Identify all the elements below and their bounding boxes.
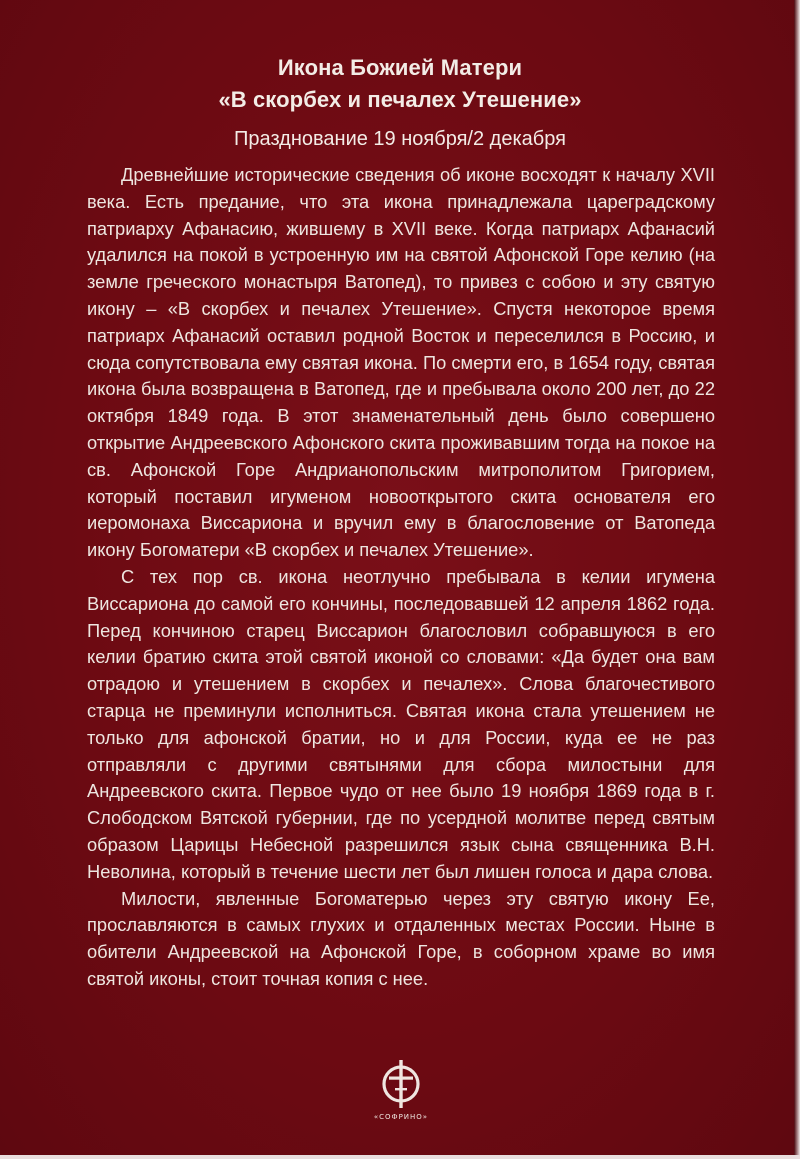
publisher-logo xyxy=(373,1058,429,1128)
paragraph-2: С тех пор св. икона неотлучно пребывала в келии игумена Виссариона до самой его кончины, последовавшей 12 апреля 1862 года. Перед кончиною старец Виссарион благословил собравшуюся в его келии братию скита этой святой иконой со словами: «Да будет она вам отрадою и утешением в скорбех и печалех». Слова благочестивого старца не преминули исполниться. Святая икона стала утешением не только для афонской братии, но и для России, куда ее не раз отправляли с другими святынями для сбора милостыни для Андреевского скита. Первое чудо от нее было 19 ноября 1869 года в г. Слободском Вятской губернии, где по усердной молитве перед святым образом Царицы Небесной разрешился язык сына священника В.Н. Неволина, который в течение шести лет был лишен голоса и дара слова. xyxy=(87,565,715,882)
paragraph-3: Милости, явленные Богоматерью через эту святую икону Ее, прославляются в самых глухих и отдаленных местах России. Ныне в обители Андреевской на Афонской Горе, в соборном храме во имя святой иконы, стоит точная копия с нее. xyxy=(87,887,715,989)
feast-date-subtitle: Празднование 19 ноября/2 декабря xyxy=(234,128,566,150)
cross-in-circle-logo-icon xyxy=(379,1058,423,1110)
title-line-2: «В скорбех и печалех Утешение» xyxy=(218,87,582,112)
page-edge-right xyxy=(794,0,800,1159)
header xyxy=(0,52,800,153)
publisher-name: «СОФРИНО» xyxy=(373,1113,429,1121)
page-edge-bottom xyxy=(0,1155,800,1159)
paragraph-1: Древнейшие исторические сведения об иконе восходят к началу XVII века. Есть предание, что эта икона принадлежала цареградскому патриарху Афанасию, жившему в XVII веке. Когда патриарх Афанасий удалился на покой в устроенную им на святой Афонской Горе келию (на земле греческого монастыря Ватопед), то привез с собою и эту святую икону – «В скорбех и печалех Утешение». Спустя некоторое время патриарх Афанасий оставил родной Восток и переселился в Россию, и сюда сопутствовала ему святая икона. По смерти его, в 1654 году, святая икона была возвращена в Ватопед, где и пребывала около 200 лет, до 22 октября 1849 года. В этот знаменательный день было совершено открытие Андреевского Афонского скита проживавшим тогда на покое на св. Афонской Горе Андрианопольским митрополитом Григорием, который поставил игуменом новооткрытого скита основателя его иеромонаха Виссариона и вручил ему в благословение от Ватопеда икону Богоматери «В скорбех и печалех Утешение». xyxy=(87,164,715,561)
title-line-1: Икона Божией Матери xyxy=(277,55,523,80)
body-text xyxy=(87,162,715,993)
